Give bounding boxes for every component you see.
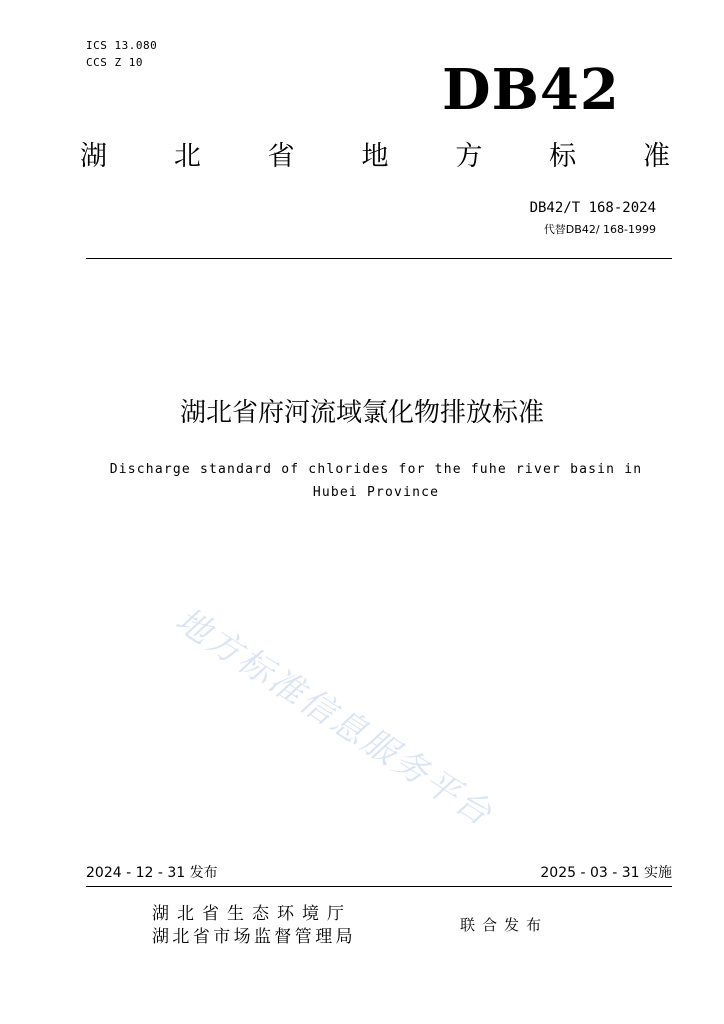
province-standard-heading <box>80 140 670 174</box>
issue-date: 2024 - 12 - 31 发布 <box>86 865 218 881</box>
issuer-market-regulation-bureau: 湖北省市场监督管理局 <box>152 927 356 947</box>
replaces-standard: 代替DB42/ 168-1999 <box>543 223 656 236</box>
document-title-english: Discharge standard of chlorides for the fuhe river basin in Hubei Province <box>109 462 643 500</box>
ccs-code: CCS Z 10 <box>86 56 143 69</box>
joint-release-label: 联合发布 <box>460 916 549 934</box>
watermark: 地方标准信息服务平台 <box>168 600 501 836</box>
ics-code: ICS 13.080 <box>86 39 158 52</box>
footer-divider <box>86 886 672 887</box>
implementation-date: 2025 - 03 - 31 实施 <box>540 865 672 881</box>
heading-char: 湖 <box>80 141 107 172</box>
document-title-chinese: 湖北省府河流域氯化物排放标准 <box>179 398 544 428</box>
heading-char: 北 <box>173 141 201 172</box>
heading-char: 准 <box>642 141 670 172</box>
db42-logo: DB42 <box>442 57 620 123</box>
header-divider <box>86 258 672 259</box>
issuer-environment-department: 湖北省生态环境厅 <box>152 904 352 924</box>
heading-char: 地 <box>361 141 389 172</box>
heading-char: 标 <box>549 141 577 172</box>
heading-char: 省 <box>267 141 295 172</box>
heading-char: 方 <box>455 141 483 172</box>
standard-number: DB42/T 168-2024 <box>529 200 656 216</box>
